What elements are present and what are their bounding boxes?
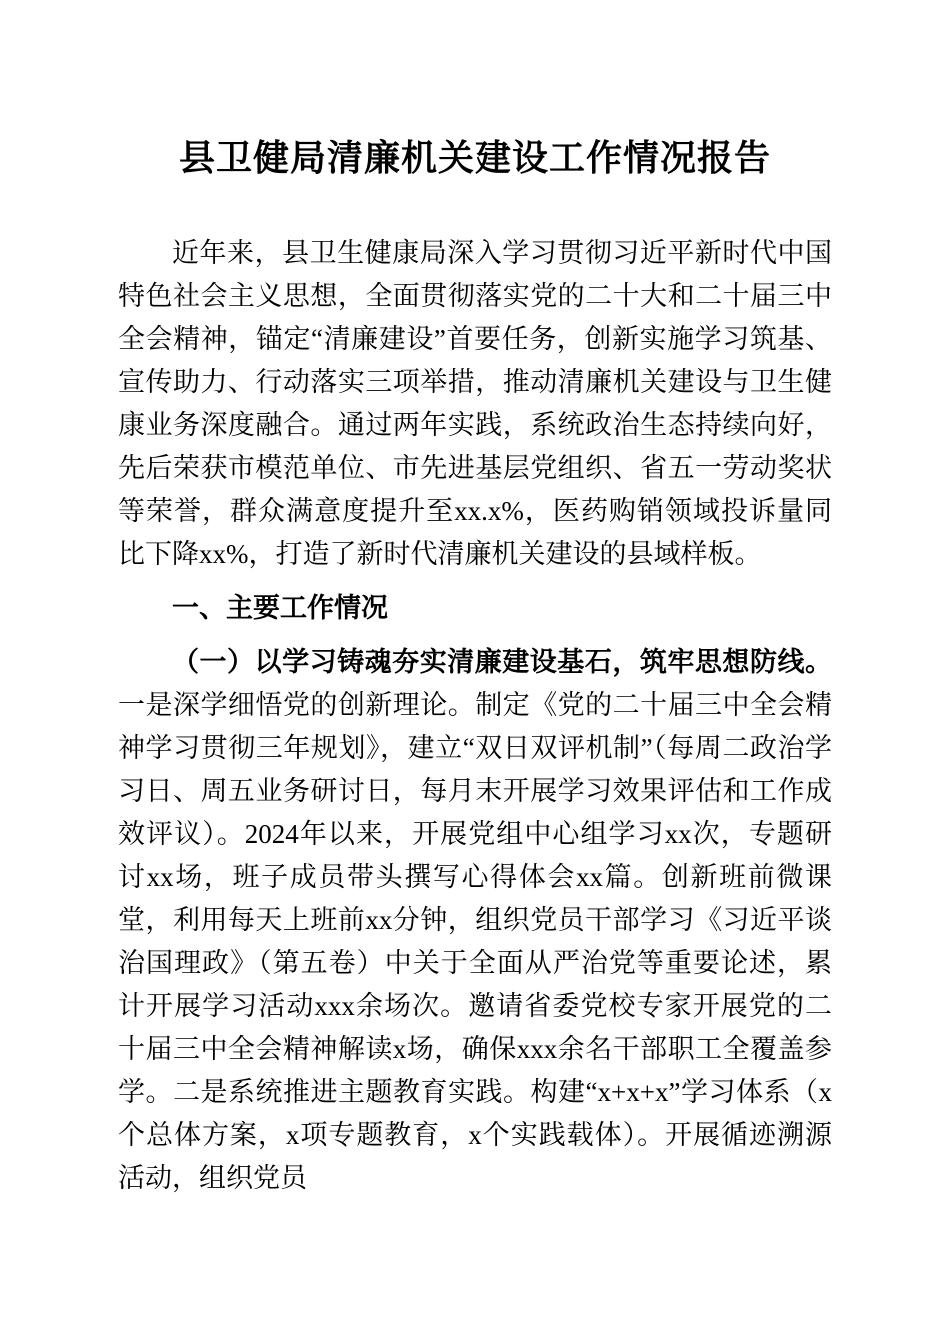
section-heading: 一、主要工作情况 — [172, 593, 388, 623]
document-title: 县卫健局清廉机关建设工作情况报告 — [178, 138, 771, 178]
sub-section-lead: （一）以学习铸魂夯实清廉建设基石，筑牢思想防线。 — [172, 647, 832, 677]
sub-section-paragraph — [118, 641, 832, 1200]
intro-paragraph: 近年来，县卫生健康局深入学习贯彻习近平新时代中国特色社会主义思想，全面贯彻落实党的二十大和二十届三中全会精神，锚定“清廉建设”首要任务，创新实施学习筑基、宣传助力、行动落实三项举措，推动清廉机关建设与卫生健康业务深度融合。通过两年实践，系统政治生态持续向好，先后荣获市模范单位、市先进基层党组织、省五一劳动奖状等荣誉，群众满意度提升至xx.x%，医药购销领域投诉量同比下降xx%，打造了新时代清廉机关建设的县域样板。 — [118, 238, 832, 569]
sub-section-body: 一是深学细悟党的创新理论。制定《党的二十届三中全会精神学习贯彻三年规划》，建立“双日双评机制”（每周二政治学习日、周五业务研讨日，每月末开展学习效果评估和工作成效评议）。2024年以来，开展党组中心组学习xx次，专题研讨xx场，班子成员带头撰写心得体会xx篇。创新班前微课堂，利用每天上班前xx分钟，组织党员干部学习《习近平谈治国理政》（第五卷）中关于全面从严治党等重要论述，累计开展学习活动xxx余场次。邀请省委党校专家开展党的二十届三中全会精神解读x场，确保xxx余名干部职工全覆盖参学。二是系统推进主题教育实践。构建“x+x+x”学习体系（x个总体方案，x项专题教育，x个实践载体）。开展循迹溯源活动，组织党员 — [118, 690, 832, 1193]
